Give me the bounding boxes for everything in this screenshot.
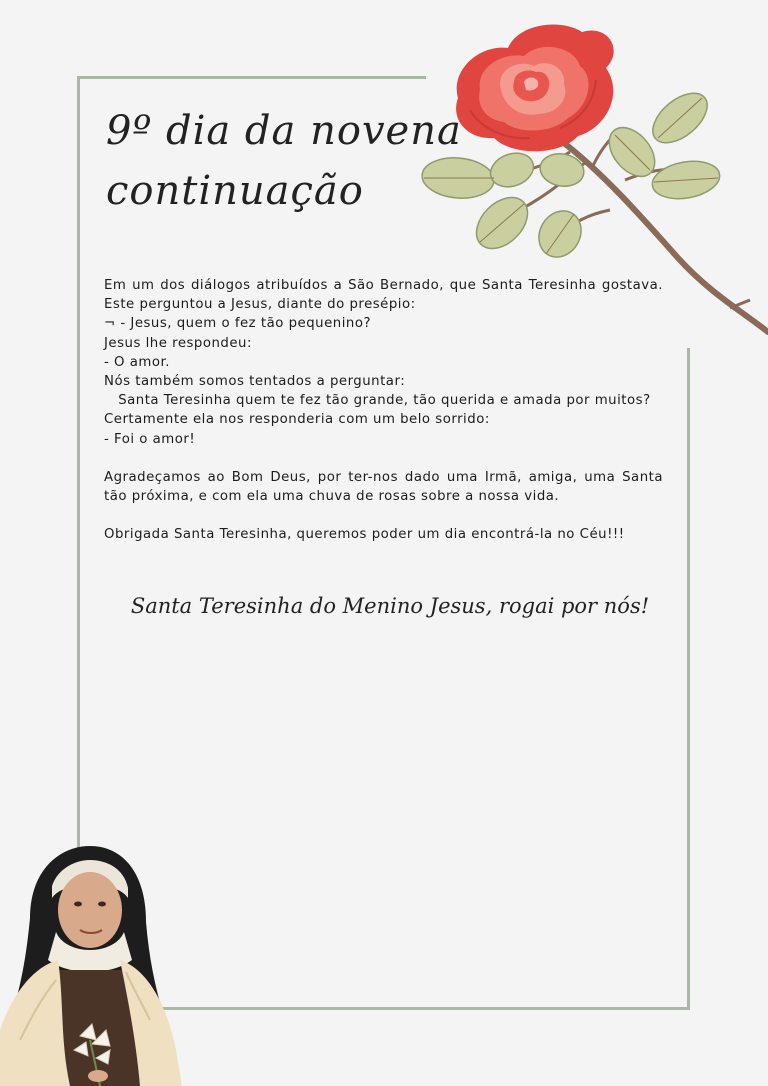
paragraph-tempted: Nós também somos tentados a perguntar: [104, 374, 406, 390]
novena-body [104, 276, 663, 544]
paragraph-thanks: Agradeçamos ao Bom Deus, por ter-nos dado uma Irmã, amiga, uma Santa tão próxima, e com ela uma chuva de rosas sobre a nossa vida. [104, 469, 663, 505]
paragraph-saint-question: Santa Teresinha quem te fez tão grande, tão querida e amada por muitos? [104, 393, 651, 409]
paragraph-spacer [104, 449, 663, 468]
frame-right-line [687, 348, 690, 1010]
page-subtitle: continuação [106, 168, 364, 214]
paragraph-reply: - O amor. [104, 354, 170, 370]
closing-prayer: Santa Teresinha do Menino Jesus, rogai por nós! [130, 594, 650, 618]
page-title: 9º dia da novena [106, 108, 462, 154]
frame-left-line [77, 76, 80, 876]
paragraph-gratitude: Obrigada Santa Teresinha, queremos poder um dia encontrá-la no Céu!!! [104, 527, 625, 543]
saint-portrait-icon [0, 840, 190, 1086]
frame-top-line [77, 76, 426, 79]
paragraph-spacer [104, 506, 663, 525]
paragraph-answer: - Foi o amor! [104, 431, 196, 447]
paragraph-question: ¬ - Jesus, quem o fez tão pequenino? [104, 316, 372, 332]
frame-bottom-line [160, 1007, 690, 1010]
paragraph-intro: Em um dos diálogos atribuídos a São Bernado, que Santa Teresinha gostava. Este perguntou a Jesus, diante do presépio: [104, 278, 663, 313]
paragraph-answer-lead: Certamente ela nos responderia com um belo sorrido: [104, 412, 490, 428]
paragraph-reply-lead: Jesus lhe respondeu: [104, 335, 252, 351]
